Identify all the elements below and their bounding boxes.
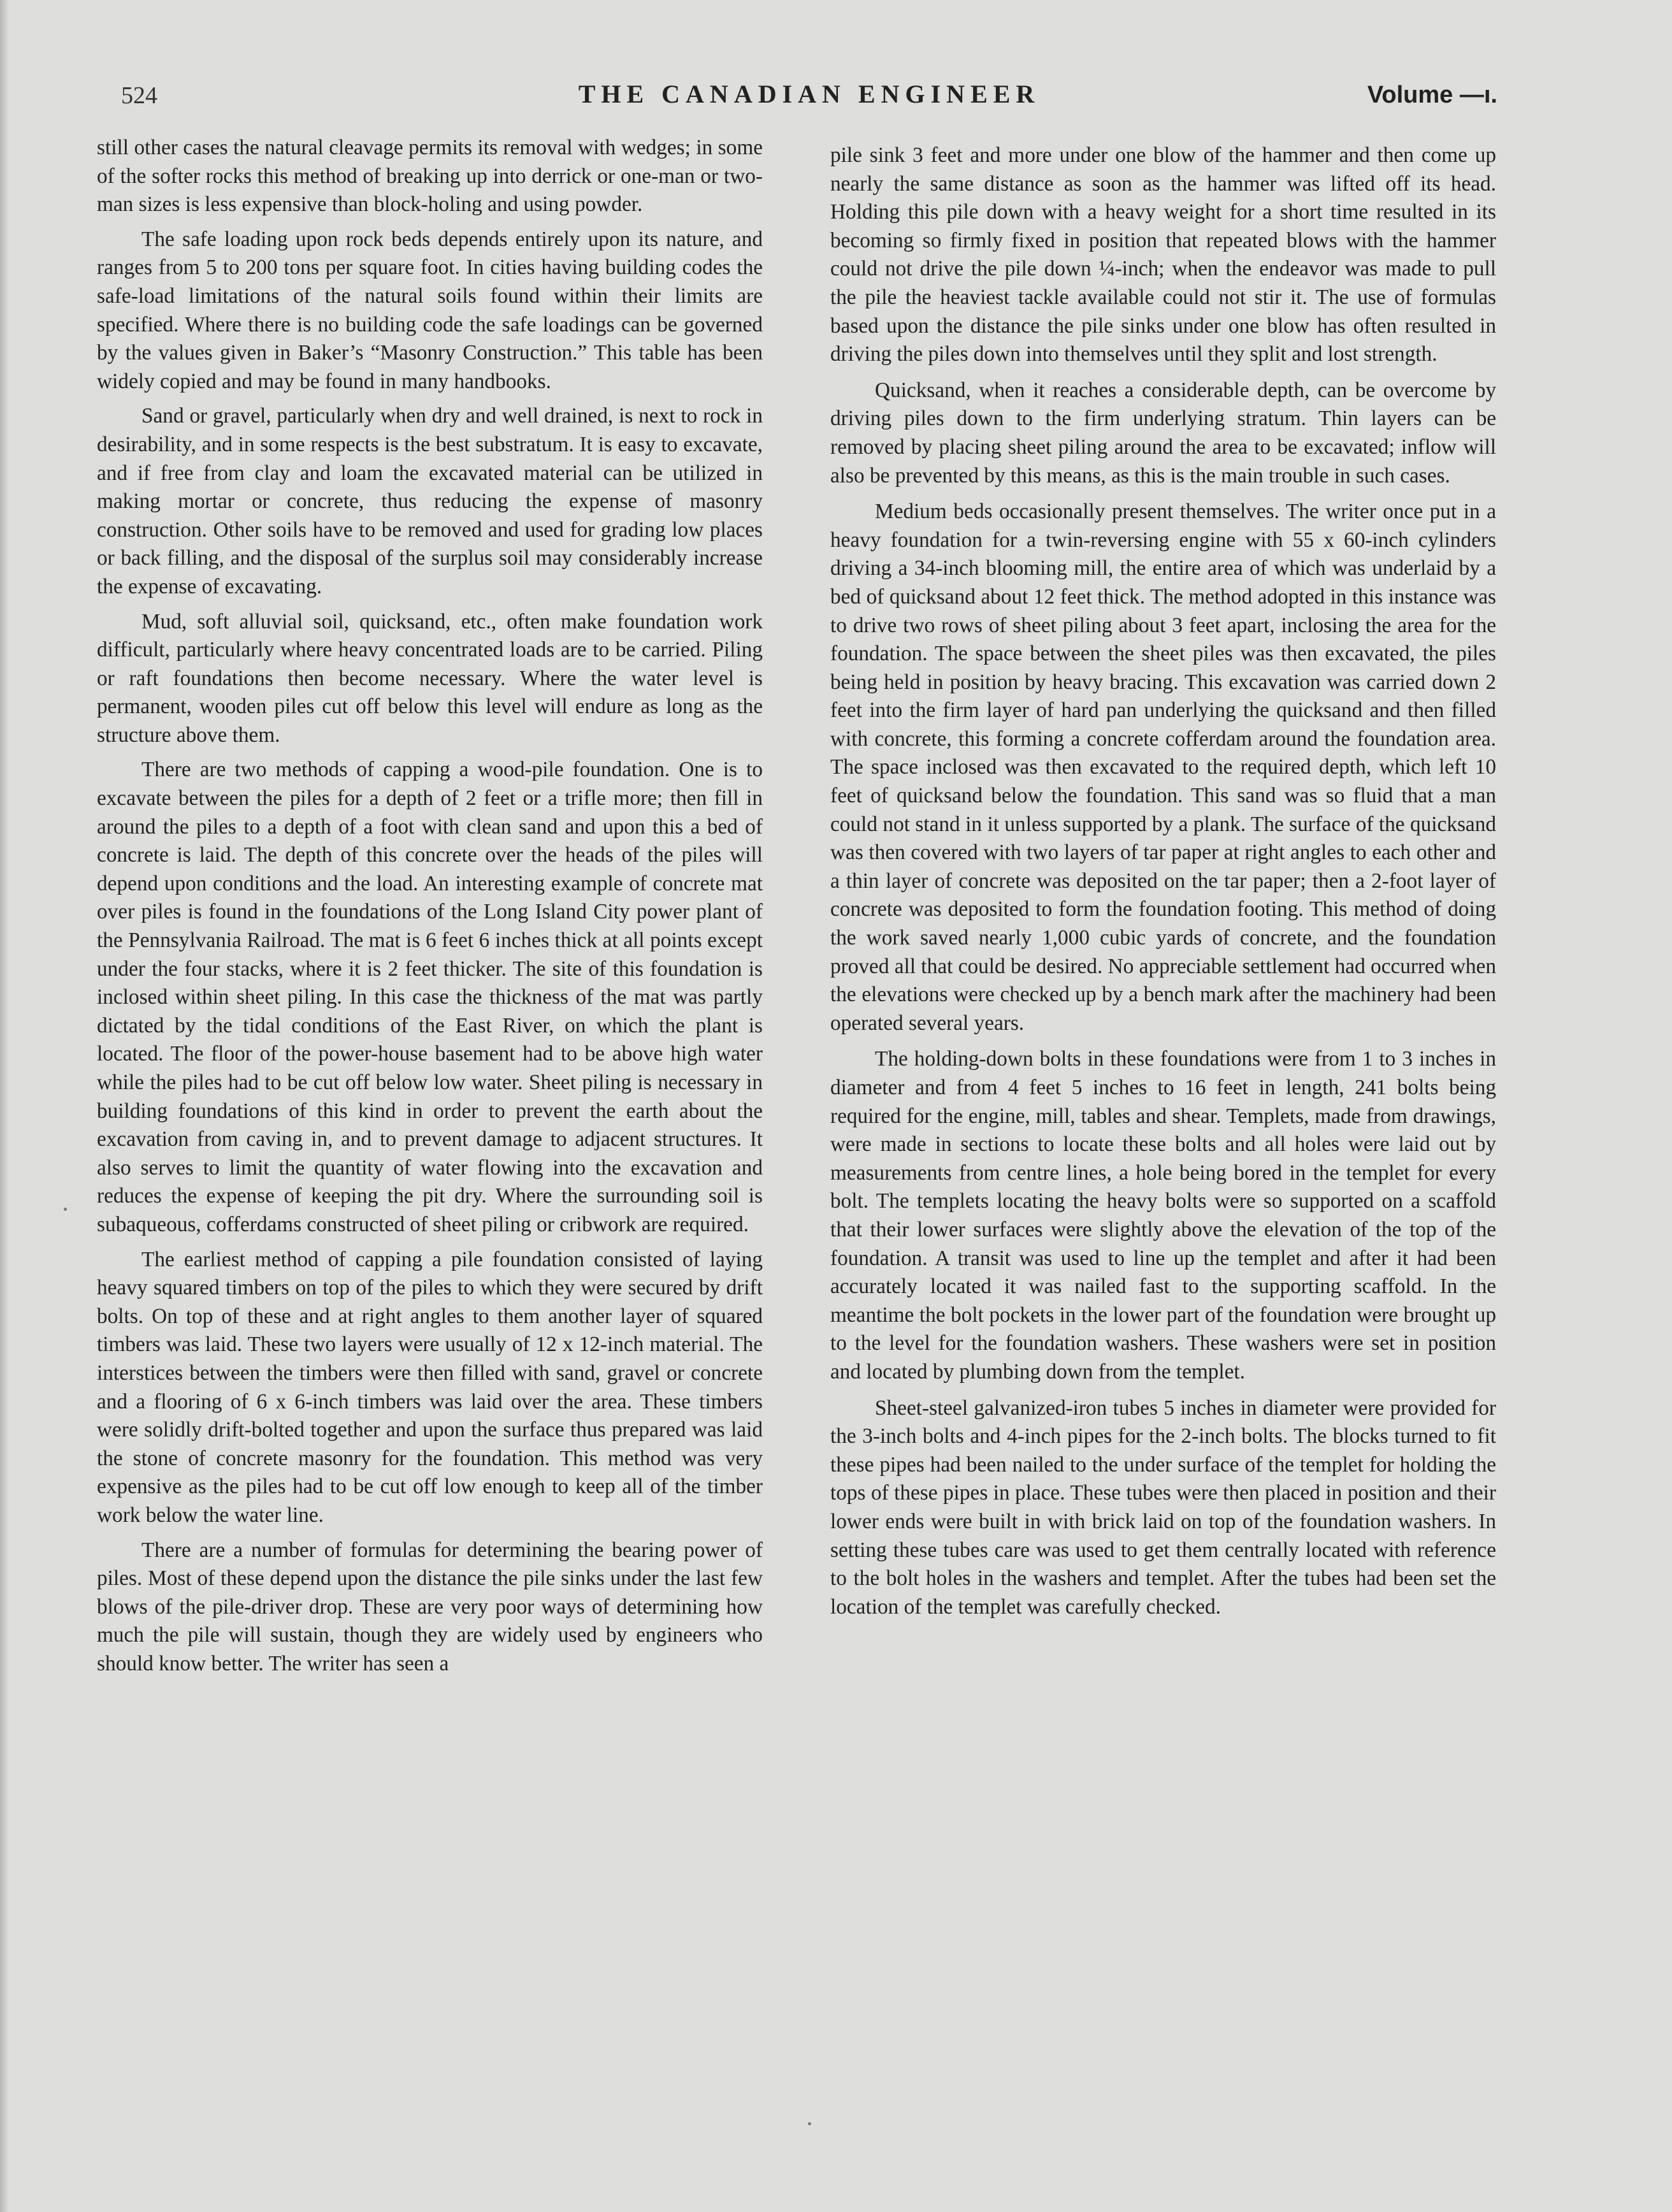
journal-title: THE CANADIAN ENGINEER xyxy=(578,80,1041,108)
paragraph: The safe loading upon rock beds depends entirely upon its nature, and ranges from 5 to 200 tons per square foot. In cities having building codes the safe-load limitations of the natural soils found within their limits are specified. Where there is no building code the safe loadings can be governed by the values given in Baker’s “Masonry Construction.” This table has been widely copied and may be found in many handbooks. xyxy=(97,227,763,393)
paragraph: There are two methods of capping a wood-pile foundation. One is to excavate between the piles for a depth of 2 feet or a trifle more; then fill in around the piles to a depth of a foot with clean sand and upon this a bed of concrete is laid. The depth of this concrete over the heads of the piles will depend upon conditions and the load. An interesting example of concrete mat over piles is found in the foundations of the Long Island City power plant of the Pennsylvania Railroad. The mat is 6 feet 6 inches thick at all points except under the four stacks, where it is 2 feet thicker. The site of this foundation is inclosed within sheet piling. In this case the thickness of the mat was partly dictated by the tidal conditions of the East River, on which the plant is located. The floor of the power-house basement had to be above high water while the piles had to be cut off below low water. Sheet piling is necessary in building foundations of this kind in order to prevent the earth about the excavation from caving in, and to prevent damage to adjacent structures. It also serves to limit the quantity of water flowing into the excavation and reduces the expense of keeping the pit dry. Where the surrounding soil is subaqueous, cofferdams constructed of sheet piling or cribwork are required. xyxy=(97,758,763,1236)
paragraph: pile sink 3 feet and more under one blow of the hammer and then come up nearly the same distance as soon as the hammer was lifted off its head. Holding this pile down with a heavy weight for a short time resulted in its becoming so firmly fixed in position that repeated blows with the hammer could not drive the pile down ¼-inch; when the endeavor was made to pull the pile the heaviest tackle available could not stir it. The use of formulas based upon the distance the pile sinks under one blow has often resulted in driving the piles down into themselves until they split and lost strength. xyxy=(830,143,1496,366)
paragraph: There are a number of formulas for determining the bearing power of piles. Most of these depend upon the distance the pile sinks under the last few blows of the pile-driver drop. These are very poor ways of determining how much the pile will sustain, though they are widely used by engineers who should know better. The writer has seen a xyxy=(97,1538,763,1675)
scan-speck xyxy=(808,2122,811,2125)
paragraph: Medium beds occasionally present themselves. The writer once put in a heavy foundation for a twin-reversing engine with 55 x 60-inch cylinders driving a 34-inch blooming mill, the entire area of which was underlaid by a bed of quicksand about 12 feet thick. The method adopted in this instance was to drive two rows of sheet piling about 3 feet apart, inclosing the area for the foundation. The space between the sheet piles was then excavated, the piles being held in position by heavy bracing. This excavation was carried down 2 feet into the firm layer of hard pan underlying the quicksand and then filled with concrete, this forming a concrete cofferdam around the foundation area. The space inclosed was then excavated to the required depth, which left 10 feet of quicksand below the foundation. This sand was so fluid that a man could not stand in it unless supported by a plank. The surface of the quicksand was then covered with two layers of tar paper at right angles to each other and a thin layer of concrete was deposited on the tar paper; then a 2-foot layer of concrete was deposited to form the foundation footing. This method of doing the work saved nearly 1,000 cubic yards of concrete, and the foundation proved all that could be desired. No appreciable settlement had occurred when the elevations were checked up by a bench mark after the machinery had been operated several years. xyxy=(830,500,1496,1035)
paragraph: The earliest method of capping a pile foundation consisted of laying heavy squared timbers on top of the piles to which they were secured by drift bolts. On top of these and at right angles to them another layer of squared timbers was laid. These two layers were usually of 12 x 12-inch material. The interstices between the timbers were then filled with sand, gravel or concrete and a flooring of 6 x 6-inch timbers was laid over the area. These timbers were solidly drift-bolted together and upon the surface thus prepared was laid the stone of concrete masonry for the foundation. This method was very expensive as the piles had to be cut off low enough to keep all of the timber work below the water line. xyxy=(97,1247,763,1527)
paragraph: Quicksand, when it reaches a considerable depth, can be overcome by driving piles down to the firm underlying stratum. Thin layers can be removed by placing sheet piling around the area to be excavated; inflow will also be prevented by this means, as this is the main trouble in such cases. xyxy=(830,378,1496,488)
paragraph: still other cases the natural cleavage permits its removal with wedges; in some of the softer rocks this method of breaking up into derrick or one-man or two-man sizes is less expensive than block-holing and using powder. xyxy=(97,136,763,217)
paragraph: Mud, soft alluvial soil, quicksand, etc., often make foundation work difficult, particularly where heavy concentrated loads are to be carried. Piling or raft foundations then become necessary. Where the water level is permanent, wooden piles cut off below this level will endure as long as the structure above them. xyxy=(97,609,763,747)
right-column xyxy=(830,141,1496,2111)
running-header xyxy=(121,75,1497,113)
scan-speck xyxy=(64,1208,67,1211)
volume-label: Volume —ı. xyxy=(1367,82,1497,108)
paragraph: Sand or gravel, particularly when dry and well drained, is next to rock in desirability, and in some respects is the best substratum. It is easy to excavate, and if free from clay and loam the excavated material can be utilized in making mortar or concrete, thus reducing the expense of masonry construction. Other soils have to be removed and used for grading low places or back filling, and the disposal of the surplus soil may considerably increase the expense of excavating. xyxy=(97,404,763,598)
page-edge-shadow xyxy=(0,0,9,2212)
left-column xyxy=(97,134,763,2103)
paragraph: The holding-down bolts in these foundations were from 1 to 3 inches in diameter and from 4 feet 5 inches to 16 feet in length, 241 bolts being required for the engine, mill, tables and shear. Templets, made from drawings, were made in sections to locate these bolts and all holes were laid out by measurements from centre lines, a hole being bored in the templet for every bolt. The templets locating the heavy bolts were so supported on a scaffold that their lower surfaces were slightly above the elevation of the top of the foundation. A transit was used to line up the templet and after it had been accurately located it was nailed fast to the supporting scaffold. In the meantime the bolt pockets in the lower part of the foundation were brought up to the level for the foundation washers. These washers were set in position and located by plumbing down from the templet. xyxy=(830,1047,1496,1384)
page-number: 524 xyxy=(121,82,157,109)
paragraph: Sheet-steel galvanized-iron tubes 5 inches in diameter were provided for the 3-inch bolts and 4-inch pipes for the 2-inch bolts. The blocks turned to fit these pipes had been nailed to the under surface of the templet for holding the tops of these pipes in place. These tubes were then placed in position and their lower ends were built in with brick laid on top of the foundation washers. In setting these tubes care was used to get them centrally located with reference to the bolt holes in the washers and templet. After the tubes had been set the location of the templet was carefully checked. xyxy=(830,1396,1496,1619)
